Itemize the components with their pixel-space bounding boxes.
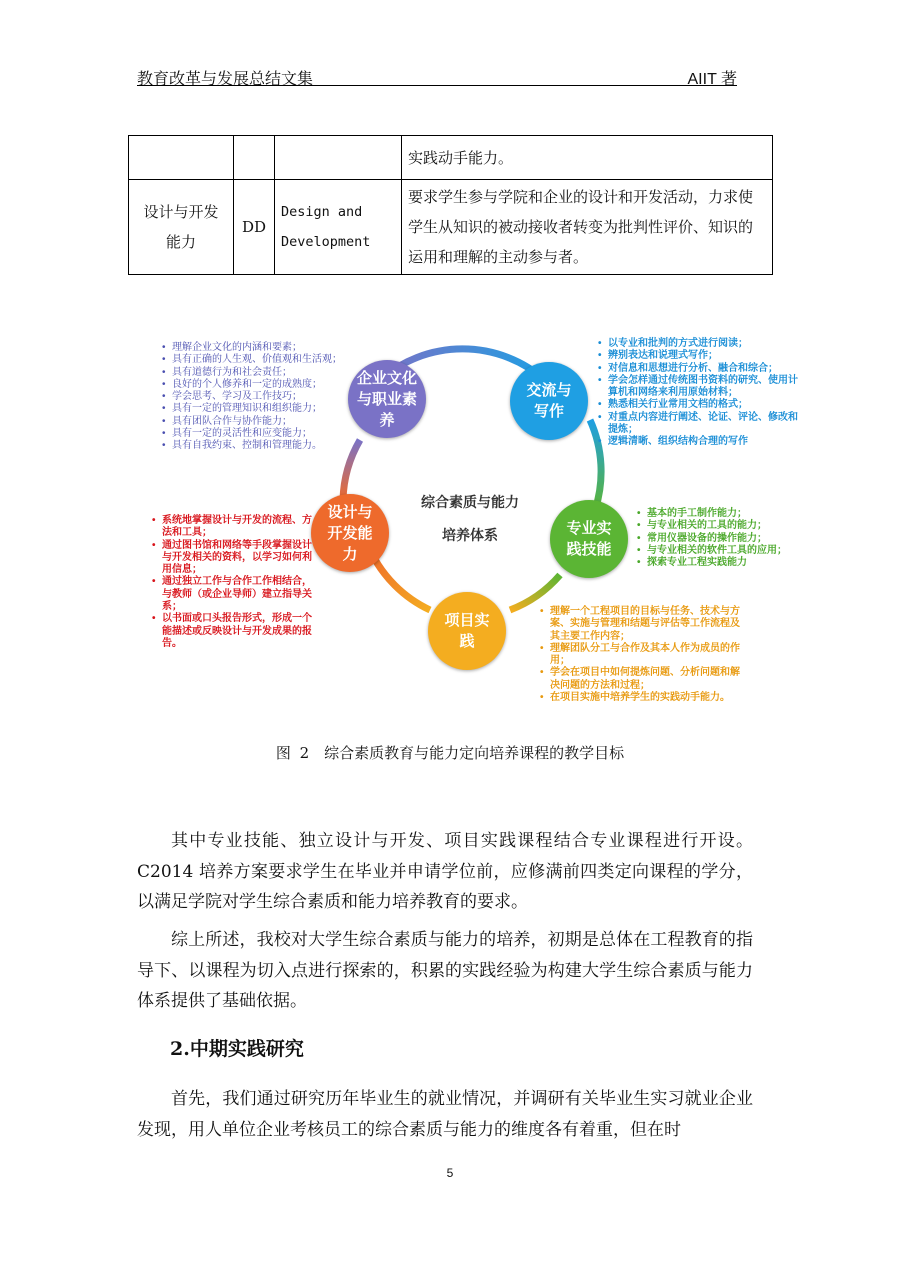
list-culture bbox=[162, 342, 362, 453]
figure-caption: 图 2 综合素质教育与能力定向培养课程的教学目标 bbox=[275, 744, 625, 762]
table-cell-name bbox=[129, 136, 234, 180]
list-item: • 常用仪器设备的操作能力； bbox=[637, 533, 807, 545]
node-communication: 交流与写作 bbox=[510, 362, 588, 440]
table-cell-english: Design and Development bbox=[275, 180, 402, 275]
node-project: 项目实践 bbox=[428, 592, 506, 670]
node-culture: 企业文化与职业素养 bbox=[348, 360, 426, 438]
running-header-author: AIIT 著 bbox=[687, 71, 737, 88]
list-item: • 具有正确的人生观、价值观和生活观； bbox=[162, 354, 362, 366]
ring-segment bbox=[510, 575, 560, 610]
paragraph: 其中专业技能、独立设计与开发、项目实践课程结合专业课程进行开设。C2014 培养方案要求学生在毕业并申请学位前，应修满前四类定向课程的学分，以满足学院对学生综合素质和能力培养教育的要求。 bbox=[137, 831, 753, 912]
node-design: 设计与开发能力 bbox=[311, 494, 389, 572]
list-item: • 探索专业工程实践能力 bbox=[637, 557, 807, 569]
list-item: • 与专业相关的软件工具的应用； bbox=[637, 545, 807, 557]
table-cell-name: 设计与开发能力 bbox=[129, 180, 234, 275]
table-row bbox=[129, 180, 773, 275]
list-project bbox=[540, 606, 740, 704]
table-cell-english bbox=[275, 136, 402, 180]
list-item: • 学会在项目中如何提炼问题、分析问题和解决问题的方法和过程； bbox=[540, 667, 740, 692]
list-professional bbox=[637, 508, 807, 569]
paragraph: 首先，我们通过研究历年毕业生的就业情况，并调研有关毕业生实习就业企业发现，用人单位企业考核员工的综合素质与能力的维度各有着重，但在时 bbox=[137, 1089, 753, 1140]
table-cell-desc: 要求学生参与学院和企业的设计和开发活动，力求使学生从知识的被动接收者转变为批判性评价、知识的运用和理解的主动参与者。 bbox=[402, 180, 773, 275]
list-item: • 具有道德行为和社会责任； bbox=[162, 367, 362, 379]
running-header-title: 教育改革与发展总结文集 bbox=[137, 69, 314, 88]
list-item: • 学会怎样通过传统图书资料的研究、使用计算机和网络来利用原始材料； bbox=[598, 375, 798, 400]
list-item: • 理解团队分工与合作及其本人作为成员的作用； bbox=[540, 643, 740, 668]
section-heading: 2.中期实践研究 bbox=[170, 1038, 304, 1060]
list-item: • 系统地掌握设计与开发的流程、方法和工具； bbox=[152, 515, 320, 540]
list-item: • 具有一定的管理知识和组织能力； bbox=[162, 403, 362, 415]
list-design bbox=[152, 515, 320, 650]
list-item: • 学会思考、学习及工作技巧； bbox=[162, 391, 362, 403]
list-item: • 基本的手工制作能力； bbox=[637, 508, 807, 520]
table-cell-code bbox=[234, 136, 275, 180]
header-rule bbox=[137, 85, 737, 86]
list-item: • 理解一个工程项目的目标与任务、技术与方案、实施与管理和结题与评估等工作流程及其主要工作内容； bbox=[540, 606, 740, 643]
list-communication bbox=[598, 338, 798, 449]
list-item: • 理解企业文化的内涵和要素； bbox=[162, 342, 362, 354]
list-item: • 具有团队合作与协作能力； bbox=[162, 416, 362, 428]
center-title-line1: 综合素质与能力 bbox=[421, 494, 519, 510]
list-item: • 具有一定的灵活性和应变能力； bbox=[162, 428, 362, 440]
page-number: 5 bbox=[446, 1166, 454, 1180]
center-title-line2: 培养体系 bbox=[442, 527, 498, 543]
list-item: • 在项目实施中培养学生的实践动手能力。 bbox=[540, 692, 740, 704]
list-item: • 熟悉相关行业常用文档的格式； bbox=[598, 399, 798, 411]
list-item: • 以专业和批判的方式进行阅读； bbox=[598, 338, 798, 350]
table-row bbox=[129, 136, 773, 180]
table-cell-desc: 实践动手能力。 bbox=[402, 136, 773, 180]
list-item: • 具有自我约束、控制和管理能力。 bbox=[162, 440, 362, 452]
list-item: • 辨别表达和说理式写作； bbox=[598, 350, 798, 362]
competency-table bbox=[128, 135, 773, 275]
node-professional: 专业实践技能 bbox=[550, 500, 628, 578]
paragraph: 综上所述，我校对大学生综合素质与能力的培养，初期是总体在工程教育的指导下、以课程为切入点进行探索的，积累的实践经验为构建大学生综合素质与能力体系提供了基础依据。 bbox=[137, 930, 753, 1011]
list-item: • 与专业相关的工具的能力； bbox=[637, 520, 807, 532]
list-item: • 对信息和思想进行分析、融合和综合； bbox=[598, 363, 798, 375]
list-item: • 通过图书馆和网络等手段掌握设计与开发相关的资料，以学习如何利用信息； bbox=[152, 540, 320, 577]
list-item: • 逻辑清晰、组织结构合理的写作 bbox=[598, 436, 798, 448]
list-item: • 通过独立工作与合作工作相结合，与教师（或企业导师）建立指导关系； bbox=[152, 576, 320, 613]
list-item: • 以书面或口头报告形式，形成一个能描述或反映设计与开发成果的报告。 bbox=[152, 613, 320, 650]
table-cell-code: DD bbox=[234, 180, 275, 275]
competency-diagram bbox=[0, 320, 900, 720]
list-item: • 对重点内容进行阐述、论证、评论、修改和提炼； bbox=[598, 412, 798, 437]
list-item: • 良好的个人修养和一定的成熟度； bbox=[162, 379, 362, 391]
